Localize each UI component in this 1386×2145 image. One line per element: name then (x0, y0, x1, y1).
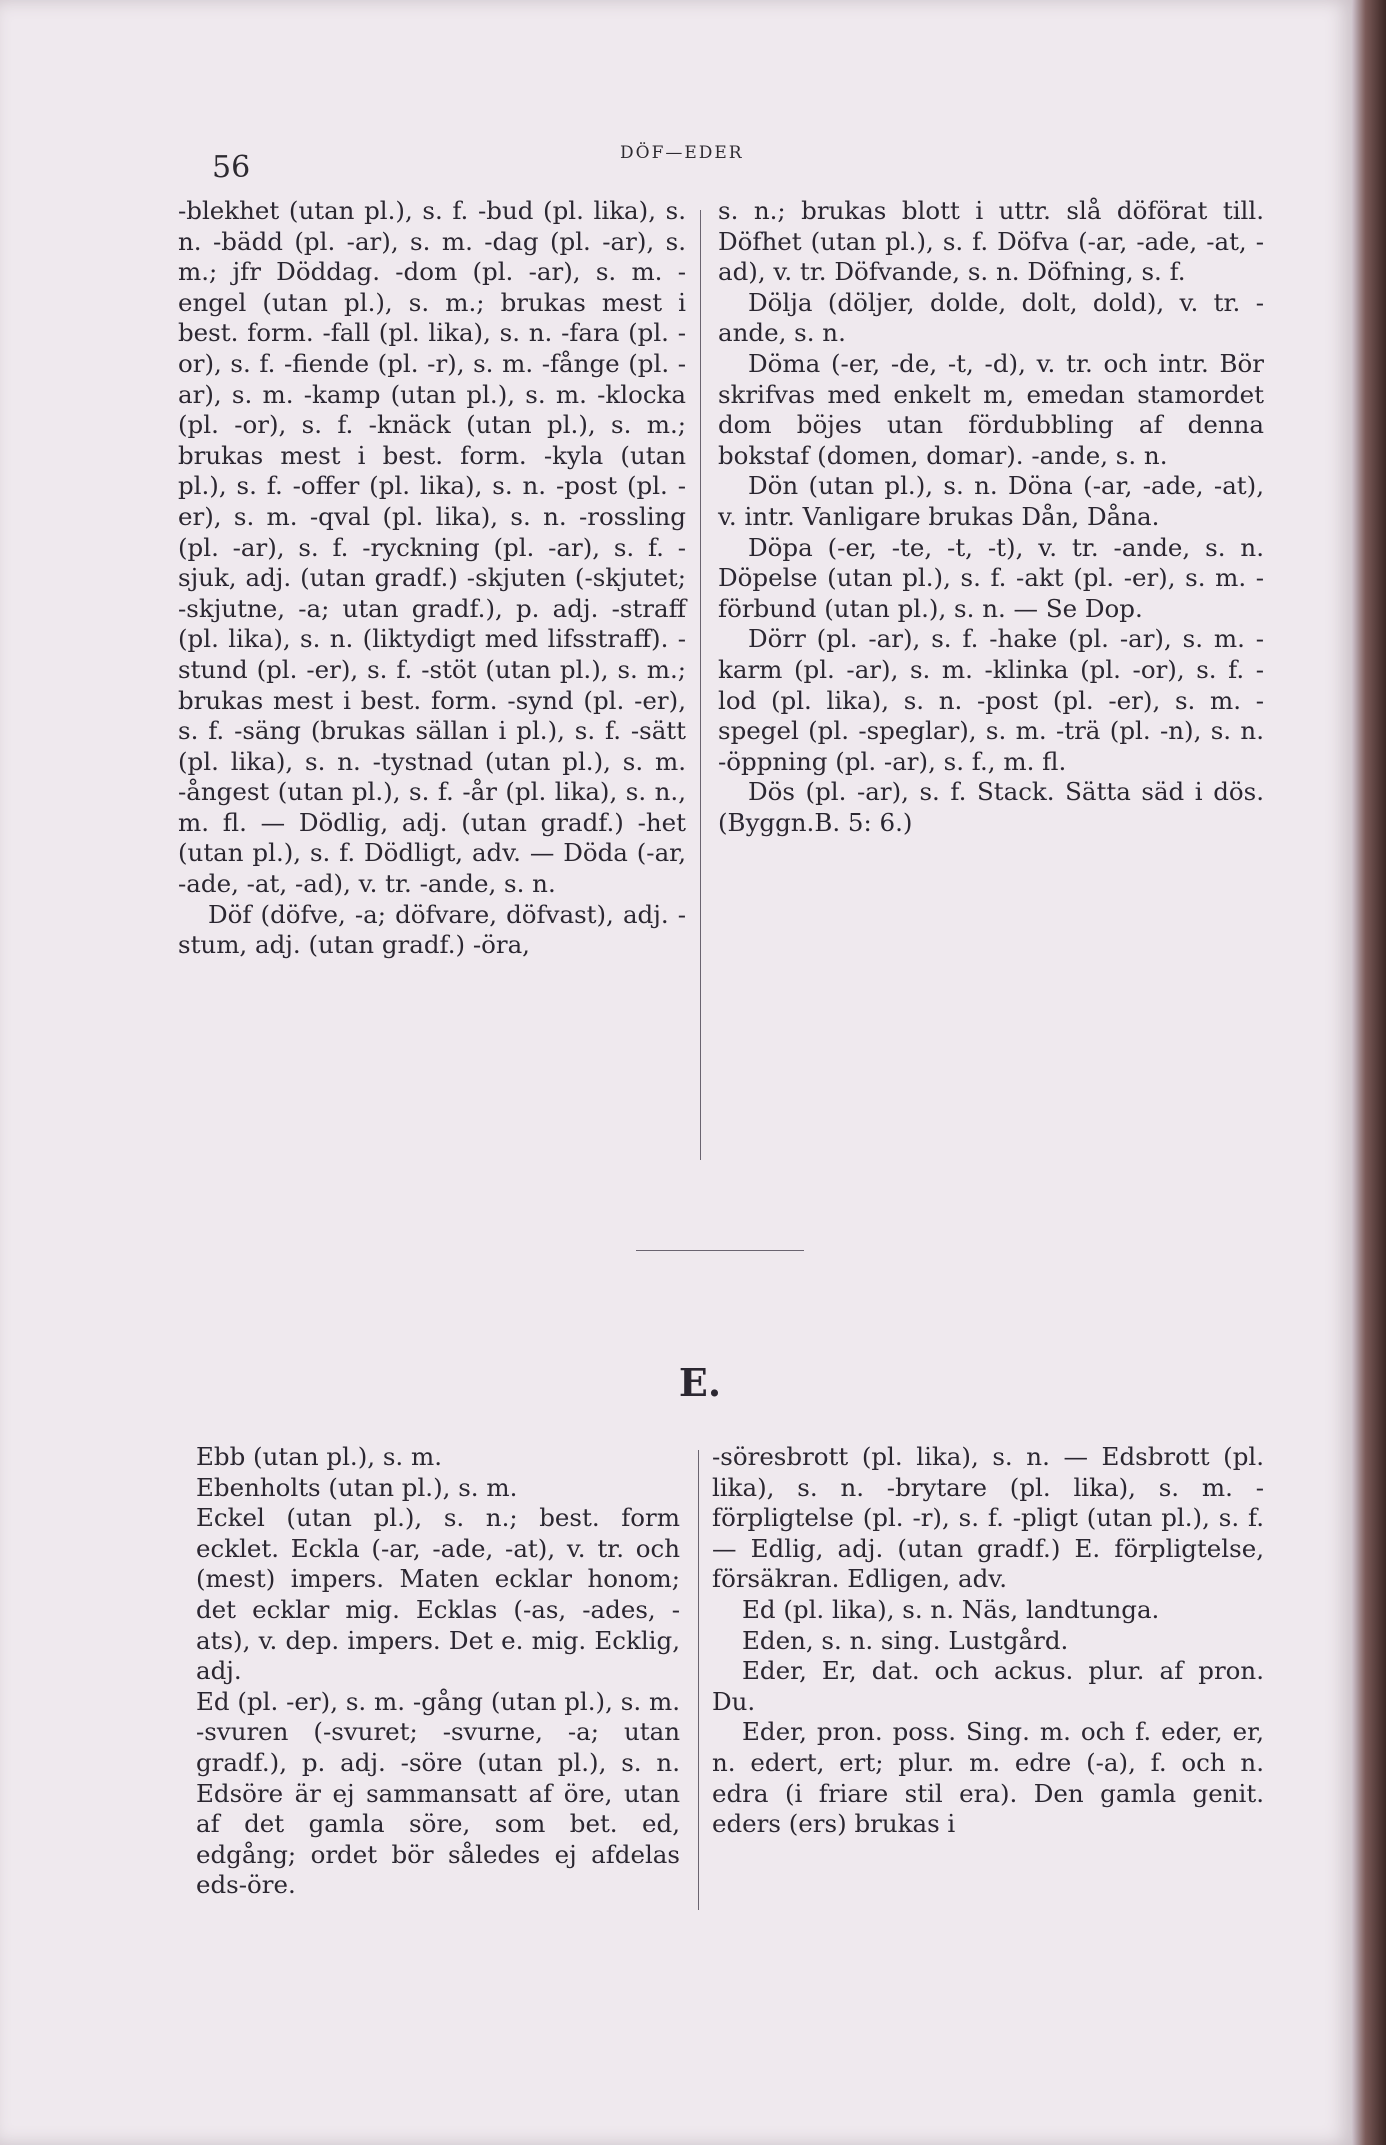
dictionary-paragraph: Ebb (utan pl.), s. m. (196, 1442, 443, 1471)
column-left-top (178, 196, 686, 961)
dictionary-paragraph: -blekhet (utan pl.), s. f. -bud (pl. lika), s. n. -bädd (pl. -ar), s. m. -dag (pl. -ar), s. m.; jfr Döddag. -dom (pl. -ar), s. m. -engel (utan pl.), s. m.; brukas mest i best. form. -fall (pl. lika), s. n. -fara (pl. -or), s. f. -fiende (pl. -r), s. m. -fånge (pl. -ar), s. m. -kamp (utan pl.), s. m. -klocka (pl. -or), s. f. -knäck (utan pl.), s. m.; brukas mest i best. form. -kyla (utan pl.), s. f. -offer (pl. lika), s. n. -post (pl. -er), s. m. -qval (pl. lika), s. n. -rossling (pl. -ar), s. f. -ryckning (pl. -ar), s. f. -sjuk, adj. (utan gradf.) -skjuten (-skjutet; -skjutne, -a; utan gradf.), p. adj. -straff (pl. lika), s. n. (liktydigt med lifsstraff). -stund (pl. -er), s. f. -stöt (utan pl.), s. m.; brukas mest i best. form. -synd (pl. -er), s. f. -säng (brukas sällan i pl.), s. f. -sätt (pl. lika), s. n. -tystnad (utan pl.), s. m. -ångest (utan pl.), s. f. -år (pl. lika), s. n., m. fl. — Dödlig, adj. (utan gradf.) -het (utan pl.), s. f. Dödligt, adv. — Döda (-ar, -ade, -at, -ad), v. tr. -ande, s. n. (178, 196, 686, 899)
column-divider (698, 1450, 699, 1910)
dictionary-paragraph: Döf (döfve, -a; döfvare, döfvast), adj. -stum, adj. (utan gradf.) -öra, (178, 899, 686, 960)
column-right-top (718, 196, 1264, 838)
dictionary-paragraph: Eden, s. n. sing. Lustgård. (742, 1625, 1069, 1655)
column-right-bottom (712, 1442, 1264, 1840)
dictionary-paragraph: Dös (pl. -ar), s. f. Stack. Sätta säd i dös. (Byggn.B. 5: 6.) (718, 777, 1264, 837)
dictionary-paragraph: s. n.; brukas blott i uttr. slå döförat till. Döfhet (utan pl.), s. f. Döfva (-ar, -ade, -at, -ad), v. tr. Döfvande, s. n. Döfning, s. f. (718, 196, 1264, 287)
dictionary-paragraph: Döma (-er, -de, -t, -d), v. tr. och intr. Bör skrifvas med enkelt m, emedan stamordet dom böjes utan fördubbling af denna bokstaf (domen, domar). -ande, s. n. (718, 348, 1264, 470)
column-left-bottom (196, 1442, 680, 1901)
dictionary-paragraph: Eder, Er, dat. och ackus. plur. af pron. Du. (712, 1656, 1264, 1716)
dictionary-paragraph: Eckel (utan pl.), s. n.; best. form ecklet. Eckla (-ar, -ade, -at), v. tr. och (mest) impers. Maten ecklar honom; det ecklar mig. Ecklas (-as, -ades, -ats), v. dep. impers. Det e. mig. Ecklig, adj. (196, 1503, 680, 1686)
dictionary-paragraph: Dölja (döljer, dolde, dolt, dold), v. tr. -ande, s. n. (718, 287, 1264, 348)
book-edge (1352, 0, 1386, 2145)
dictionary-paragraph: -söresbrott (pl. lika), s. n. — Edsbrott (pl. lika), s. n. -brytare (pl. lika), s. m. -förpligtelse (pl. -r), s. f. -pligt (utan pl.), s. f. — Edlig, adj. (utan gradf.) E. förpligtelse, försäkran. Edligen, adv. (712, 1442, 1264, 1594)
dictionary-paragraph: Döpa (-er, -te, -t, -t), v. tr. -ande, s. n. Döpelse (utan pl.), s. f. -akt (pl. -er), s. m. -förbund (utan pl.), s. n. — Se Dop. (718, 532, 1264, 623)
dictionary-paragraph: Dörr (pl. -ar), s. f. -hake (pl. -ar), s. m. -karm (pl. -ar), s. m. -klinka (pl. -or), s. f. -lod (pl. lika), s. n. -post (pl. -er), s. m. -spegel (pl. -speglar), s. m. -trä (pl. -n), s. n. -öppning (pl. -ar), s. f., m. fl. (718, 624, 1264, 776)
dictionary-paragraph: Eder, pron. poss. Sing. m. och f. eder, er, n. edert, ert; plur. m. edre (-a), f. och n. edra (i friare stil era). Den gamla genit. eders (ers) brukas i (712, 1717, 1264, 1839)
dictionary-paragraph: Dön (utan pl.), s. n. Döna (-ar, -ade, -at), v. intr. Vanligare brukas Dån, Dåna. (718, 471, 1264, 531)
running-head: DÖF—EDER (620, 143, 744, 163)
dictionary-paragraph: Ed (pl. -er), s. m. -gång (utan pl.), s. m. -svuren (-svuret; -svurne, -a; utan gradf.), p. adj. -söre (utan pl.), s. n. Edsöre är ej sammansatt af öre, utan af det gamla söre, som bet. ed, edgång; ordet bör således ej afdelas eds-öre. (196, 1686, 680, 1900)
column-divider (700, 210, 701, 1160)
dictionary-paragraph: Ebenholts (utan pl.), s. m. (196, 1472, 518, 1502)
section-heading: E. (678, 1360, 722, 1405)
page-number: 56 (212, 150, 251, 185)
section-divider (636, 1250, 804, 1251)
dictionary-paragraph: Ed (pl. lika), s. n. Näs, landtunga. (742, 1594, 1160, 1624)
